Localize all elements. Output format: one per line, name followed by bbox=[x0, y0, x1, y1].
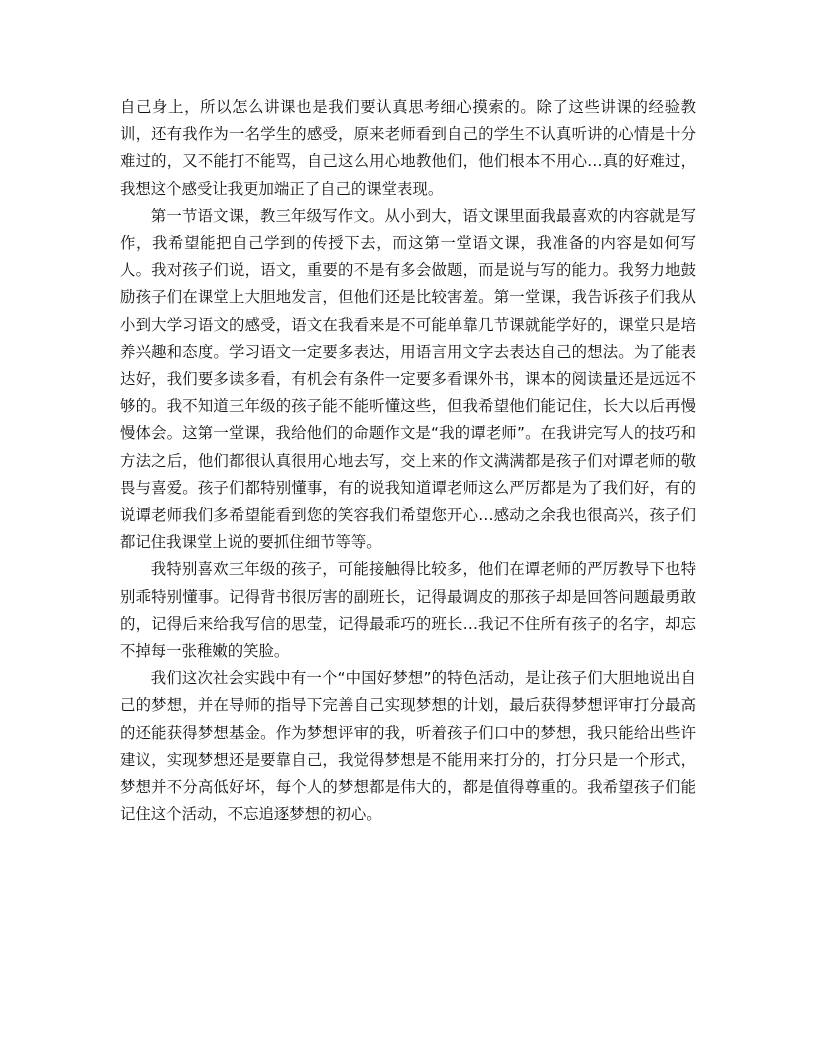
paragraph-dream-activity: 我们这次社会实践中有一个“中国好梦想”的特色活动，是让孩子们大胆地说出自己的梦想，并在导师的指导下完善自己实现梦想的计划，最后获得梦想评审打分最高的还能获得梦想基金。作为梦想评审的我，听着孩子们口中的梦想，我只能给出些许建议，实现梦想还是要靠自己，我觉得梦想是不能用来打分的，打分只是一个形式，梦想并不分高低好坏，每个人的梦想都是伟大的，都是值得尊重的。我希望孩子们能记住这个活动，不忘追逐梦想的初心。 bbox=[120, 669, 696, 824]
paragraph-third-grade-children: 我特别喜欢三年级的孩子，可能接触得比较多，他们在谭老师的严厉教导下也特别乖特别懂事。记得背书很厉害的副班长，记得最调皮的那孩子却是回答问题最勇敢的，记得后来给我写信的思莹，记得最乖巧的班长…我记不住所有孩子的名字，却忘不掉每一张稚嫩的笑脸。 bbox=[120, 560, 696, 661]
paragraph-continuation: 自己身上，所以怎么讲课也是我们要认真思考细心摸索的。除了这些讲课的经验教训，还有我作为一名学生的感受，原来老师看到自己的学生不认真听讲的心情是十分难过的，又不能打不能骂，自己这么用心地教他们，他们根本不用心…真的好难过，我想这个感受让我更加端正了自己的课堂表现。 bbox=[120, 98, 696, 198]
paragraph-first-chinese-lesson: 第一节语文课，教三年级写作文。从小到大，语文课里面我最喜欢的内容就是写作，我希望能把自己学到的传授下去，而这第一堂语文课，我准备的内容是如何写人。我对孩子们说，语文，重要的不是有多会做题，而是说与写的能力。我努力地鼓励孩子们在课堂上大胆地发言，但他们还是比较害羞。第一堂课，我告诉孩子们我从小到大学习语文的感受，语文在我看来是不可能单靠几节课就能学好的，课堂只是培养兴趣和态度。学习语文一定要多表达，用语言用文字去表达自己的想法。为了能表达好，我们要多读多看，有机会有条件一定要多看课外书，课本的阅读量还是远远不够的。我不知道三年级的孩子能不能听懂这些，但我希望他们能记住，长大以后再慢慢体会。这第一堂课，我给他们的命题作文是“我的谭老师”。在我讲完写人的技巧和方法之后，他们都很认真很用心地去写，交上来的作文满满都是孩子们对谭老师的敬畏与喜爱。孩子们都特别懂事，有的说我知道谭老师这么严厉都是为了我们好，有的说谭老师我们多希望能看到您的笑容我们希望您开心…感动之余我也很高兴，孩子们都记住我课堂上说的要抓住细节等等。 bbox=[120, 206, 696, 552]
document-page bbox=[120, 94, 696, 828]
